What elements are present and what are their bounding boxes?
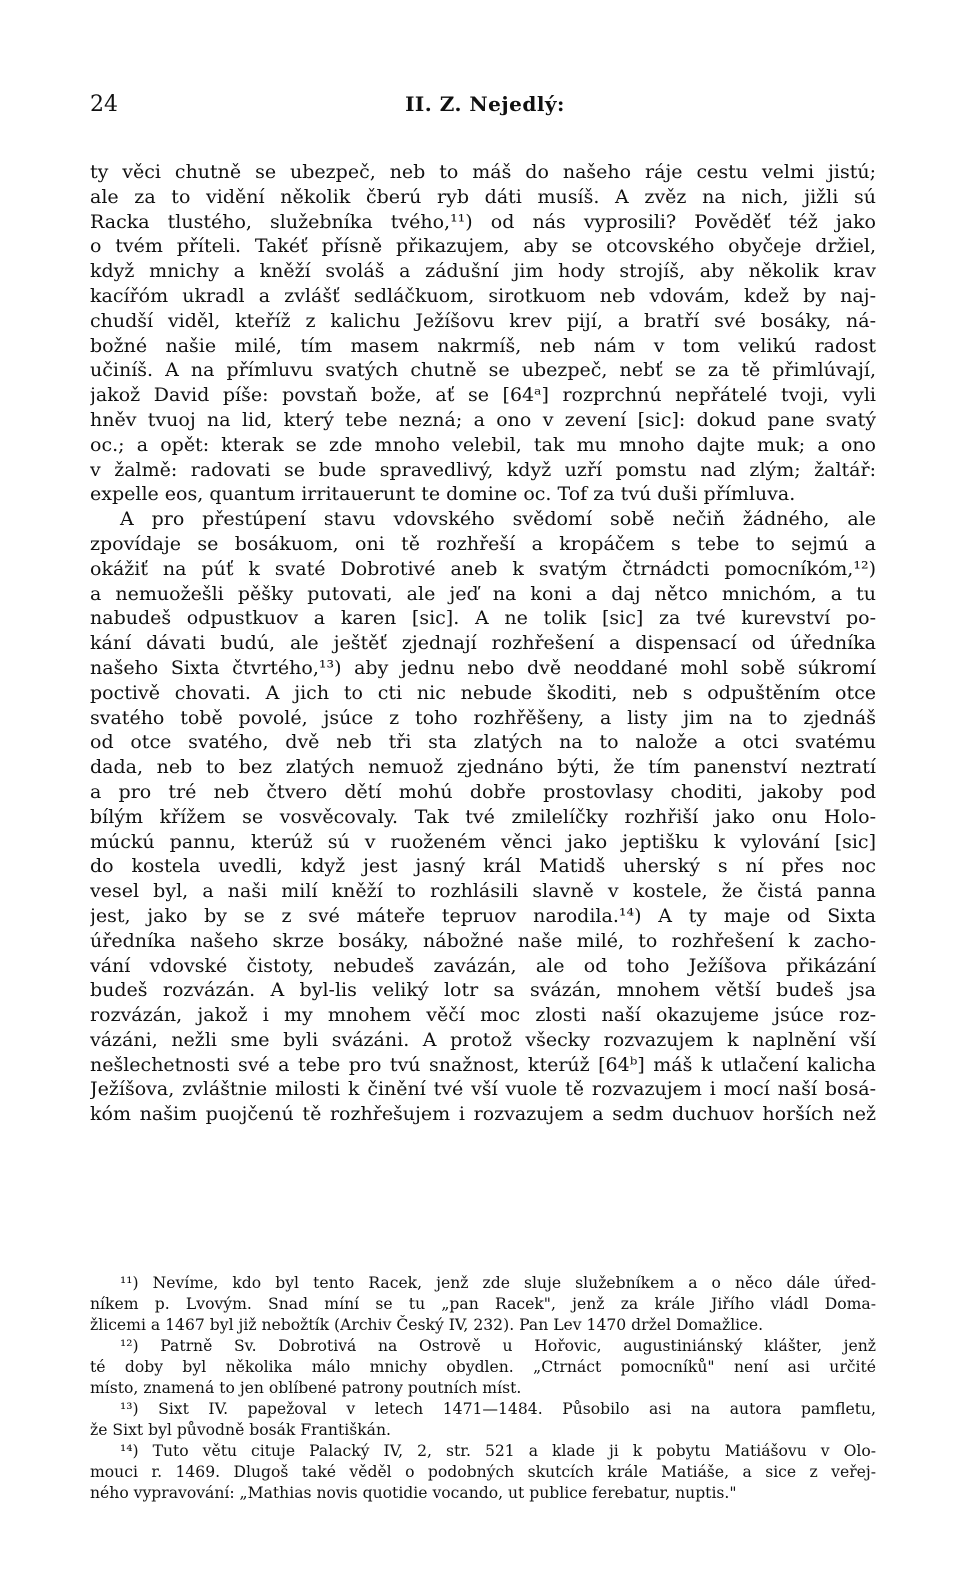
running-head: II. Z. Nejedlý: [405, 92, 565, 116]
text-line: vání vdovské čistoty, nebudeš zavázán, ale od toho Ježíšova přikázání [90, 954, 876, 977]
page-number: 24 [90, 92, 118, 117]
text-line: jakož David píše: povstaň bože, ať se [64ᵃ] rozprchnú nepřátelé tvoji, vyli [90, 384, 876, 407]
text-line: kóm našim puojčenú tě rozhřešujem i rozvazujem a sedm duchuov horších než [90, 1103, 876, 1126]
footnote-line: ¹¹) Nevíme, kdo byl tento Racek, jenž zde sluje služebníkem a o něco dále úřed- [120, 1274, 876, 1292]
text-line: rozvázán, jakož i my mnohem věčí moc zlosti naší okazujeme jsúce roz- [90, 1004, 876, 1027]
main-text [90, 160, 876, 1127]
text-line: úředníka našeho skrze bosáky, nábožné naše milé, to rozhřešení k zacho- [90, 929, 876, 952]
text-line: božné našie milé, tím masem nakrmíš, neb nám v tom velikú radost [90, 334, 876, 357]
text-line: Racka tlustého, služebníka tvého,¹¹) od nás vyprosili? Pověděť též jako [90, 210, 876, 233]
text-line: a nemuožešli pěšky putovati, ale jeď na koni a daj nětco mnichóm, a tu [90, 582, 876, 605]
page-header [90, 92, 880, 132]
text-line: kacířóm ukradl a zvlášť sedláčkuom, sirotkuom neb vdovám, kdež by naj- [90, 284, 876, 307]
text-line: ale za to vidění několik čberú ryb dáti musíš. A zvěz na nich, jižli sú [90, 185, 876, 208]
text-line: zpovídaje se bosákuom, oni tě rozhřeší a kropáčem s tebe to sejmú a [90, 532, 876, 555]
footnote-line: že Sixt byl původně bosák Františkán. [90, 1421, 391, 1439]
text-line: svatého tobě povolé, jsúce z toho rozhřěšeny, a listy jim na to zjednáš [90, 706, 876, 729]
text-line: vesel byl, a naši milí kněží to rozhlásili slavně v kostele, že čistá panna [90, 880, 876, 903]
text-line: chudší viděl, kteříž z kalichu Ježíšovu krev pijí, a bratří své bosáky, ná- [90, 309, 876, 332]
text-line: nabudeš odpustkuov a karen [sic]. A ne tolik [sic] za tvé kurevství po- [90, 607, 876, 630]
text-line: budeš rozvázán. A byl-lis veliký lotr sa svázán, mnohem větší budeš jsa [90, 979, 876, 1002]
footnote-line: ného vypravování: „Mathias novis quotidie vocando, ut publice ferebatur, nuptis." [90, 1484, 737, 1502]
text-line: o tvém příteli. Takéť přísně přikazujem, aby se otcovského obyčeje držiel, [90, 235, 876, 258]
text-line: ty věci chutně se ubezpeč, neb to máš do našeho ráje cestu velmi jistú; [90, 161, 876, 183]
text-line: a pro tré neb čtvero dětí mohú dobře prostovlasy choditi, jakoby pod [90, 780, 876, 803]
text-line: našeho Sixta čtvrtého,¹³) aby jednu nebo dvě neoddané mohl sobě súkromí [90, 656, 876, 679]
text-line: Ježíšova, zvláštnie milosti k činění tvé vší vuole tě rozvazujem i mocí naší bosá- [90, 1078, 876, 1101]
text-line: bílým křížem se vosvěcovaly. Tak tvé zmilelíčky rozhřiší jako onu Holo- [90, 805, 876, 828]
footnote-line: mouci r. 1469. Dlugoš také věděl o podobných skutcích krále Matiáše, a sice z veřej- [90, 1463, 876, 1481]
text-line: okážiť na púť k svaté Dobrotivé aneb k svatým čtrnádcti pomocníkóm,¹²) [90, 557, 876, 580]
text-line: v žalmě: radovati se bude spravedlivý, když uzří pomstu nad zlým; žaltář: [90, 458, 876, 481]
footnote-line: ¹³) Sixt IV. papežoval v letech 1471—1484. Působilo asi na autora pamfletu, [120, 1400, 876, 1418]
text-line: vázáni, nežli sme byli svázáni. A protož všecky rozvazujem k naplnění vší [90, 1028, 876, 1051]
footnote-line: té doby byl několika málo mnichy obydlen. „Ctrnáct pomocníků" není asi určité [90, 1358, 876, 1376]
footnote-line: místo, znamená to jen oblíbené patrony poutních míst. [90, 1379, 522, 1397]
text-line: expelle eos, quantum irritauerunt te domine oc. Tof za tvú duši přímluva. [90, 483, 796, 506]
text-line: do kostela uvedli, když jest jasný král Matidš uherský s ní přes noc [90, 855, 876, 878]
footnote-line: žlicemi a 1467 byl již nebožtík (Archiv Český IV, 232). Pan Lev 1470 držel Domažlice. [90, 1316, 764, 1334]
text-line: poctivě chovati. A jich to cti nic nebude škoditi, neb s odpuštěním otce [90, 681, 876, 704]
text-line: dada, neb to bez zlatých nemuož zjednáno býti, že tím panenství neztratí [90, 756, 876, 779]
footnote-line: níkem p. Lvovým. Snad míní se tu „pan Racek", jenž za krále Jiřího vládl Doma- [90, 1295, 876, 1313]
text-line: od otce svatého, dvě neb tři sta zlatých na to nalože a otci svatému [90, 731, 876, 754]
text-line: hněv tvuoj na lid, který tebe nezná; a ono v zevení [sic]: dokud pane svatý [90, 408, 876, 431]
text-line: oc.; a opět: kterak se zde mnoho velebil, tak mu mnoho dajte muk; a ono [90, 433, 876, 456]
text-line: když mnichy a kněží svoláš a zádušní jim hody strojíš, aby několik krav [90, 260, 876, 283]
text-line: múckú pannu, kterúž sú v ruoženém věnci jako jeptišku k vylování [sic] [90, 830, 876, 853]
text-line: učiníš. A na přímluvu svatých chutně se ubezpeč, nebť se za tě přimlúvají, [90, 359, 876, 382]
text-line: A pro přestúpení stavu vdovského svědomí sobě nečiň žádného, ale [120, 508, 876, 531]
text-line: nešlechetnosti své a tebe pro tvú snažnost, kterúž [64ᵇ] máš k utlačení kalicha [90, 1053, 876, 1076]
footnotes [90, 1273, 876, 1504]
footnote-line: ¹²) Patrně Sv. Dobrotivá na Ostrově u Hořovic, augustiniánský klášter, jenž [120, 1337, 876, 1355]
text-line: jest, jako by se z své máteře tepruov narodila.¹⁴) A ty maje od Sixta [90, 904, 876, 927]
footnote-line: ¹⁴) Tuto větu cituje Palacký IV, 2, str. 521 a klade ji k pobytu Matiášovu v Olo- [120, 1442, 876, 1460]
text-line: kání dávati budú, ale ještěť zjednají rozhřešení a dispensací od úředníka [90, 632, 876, 655]
